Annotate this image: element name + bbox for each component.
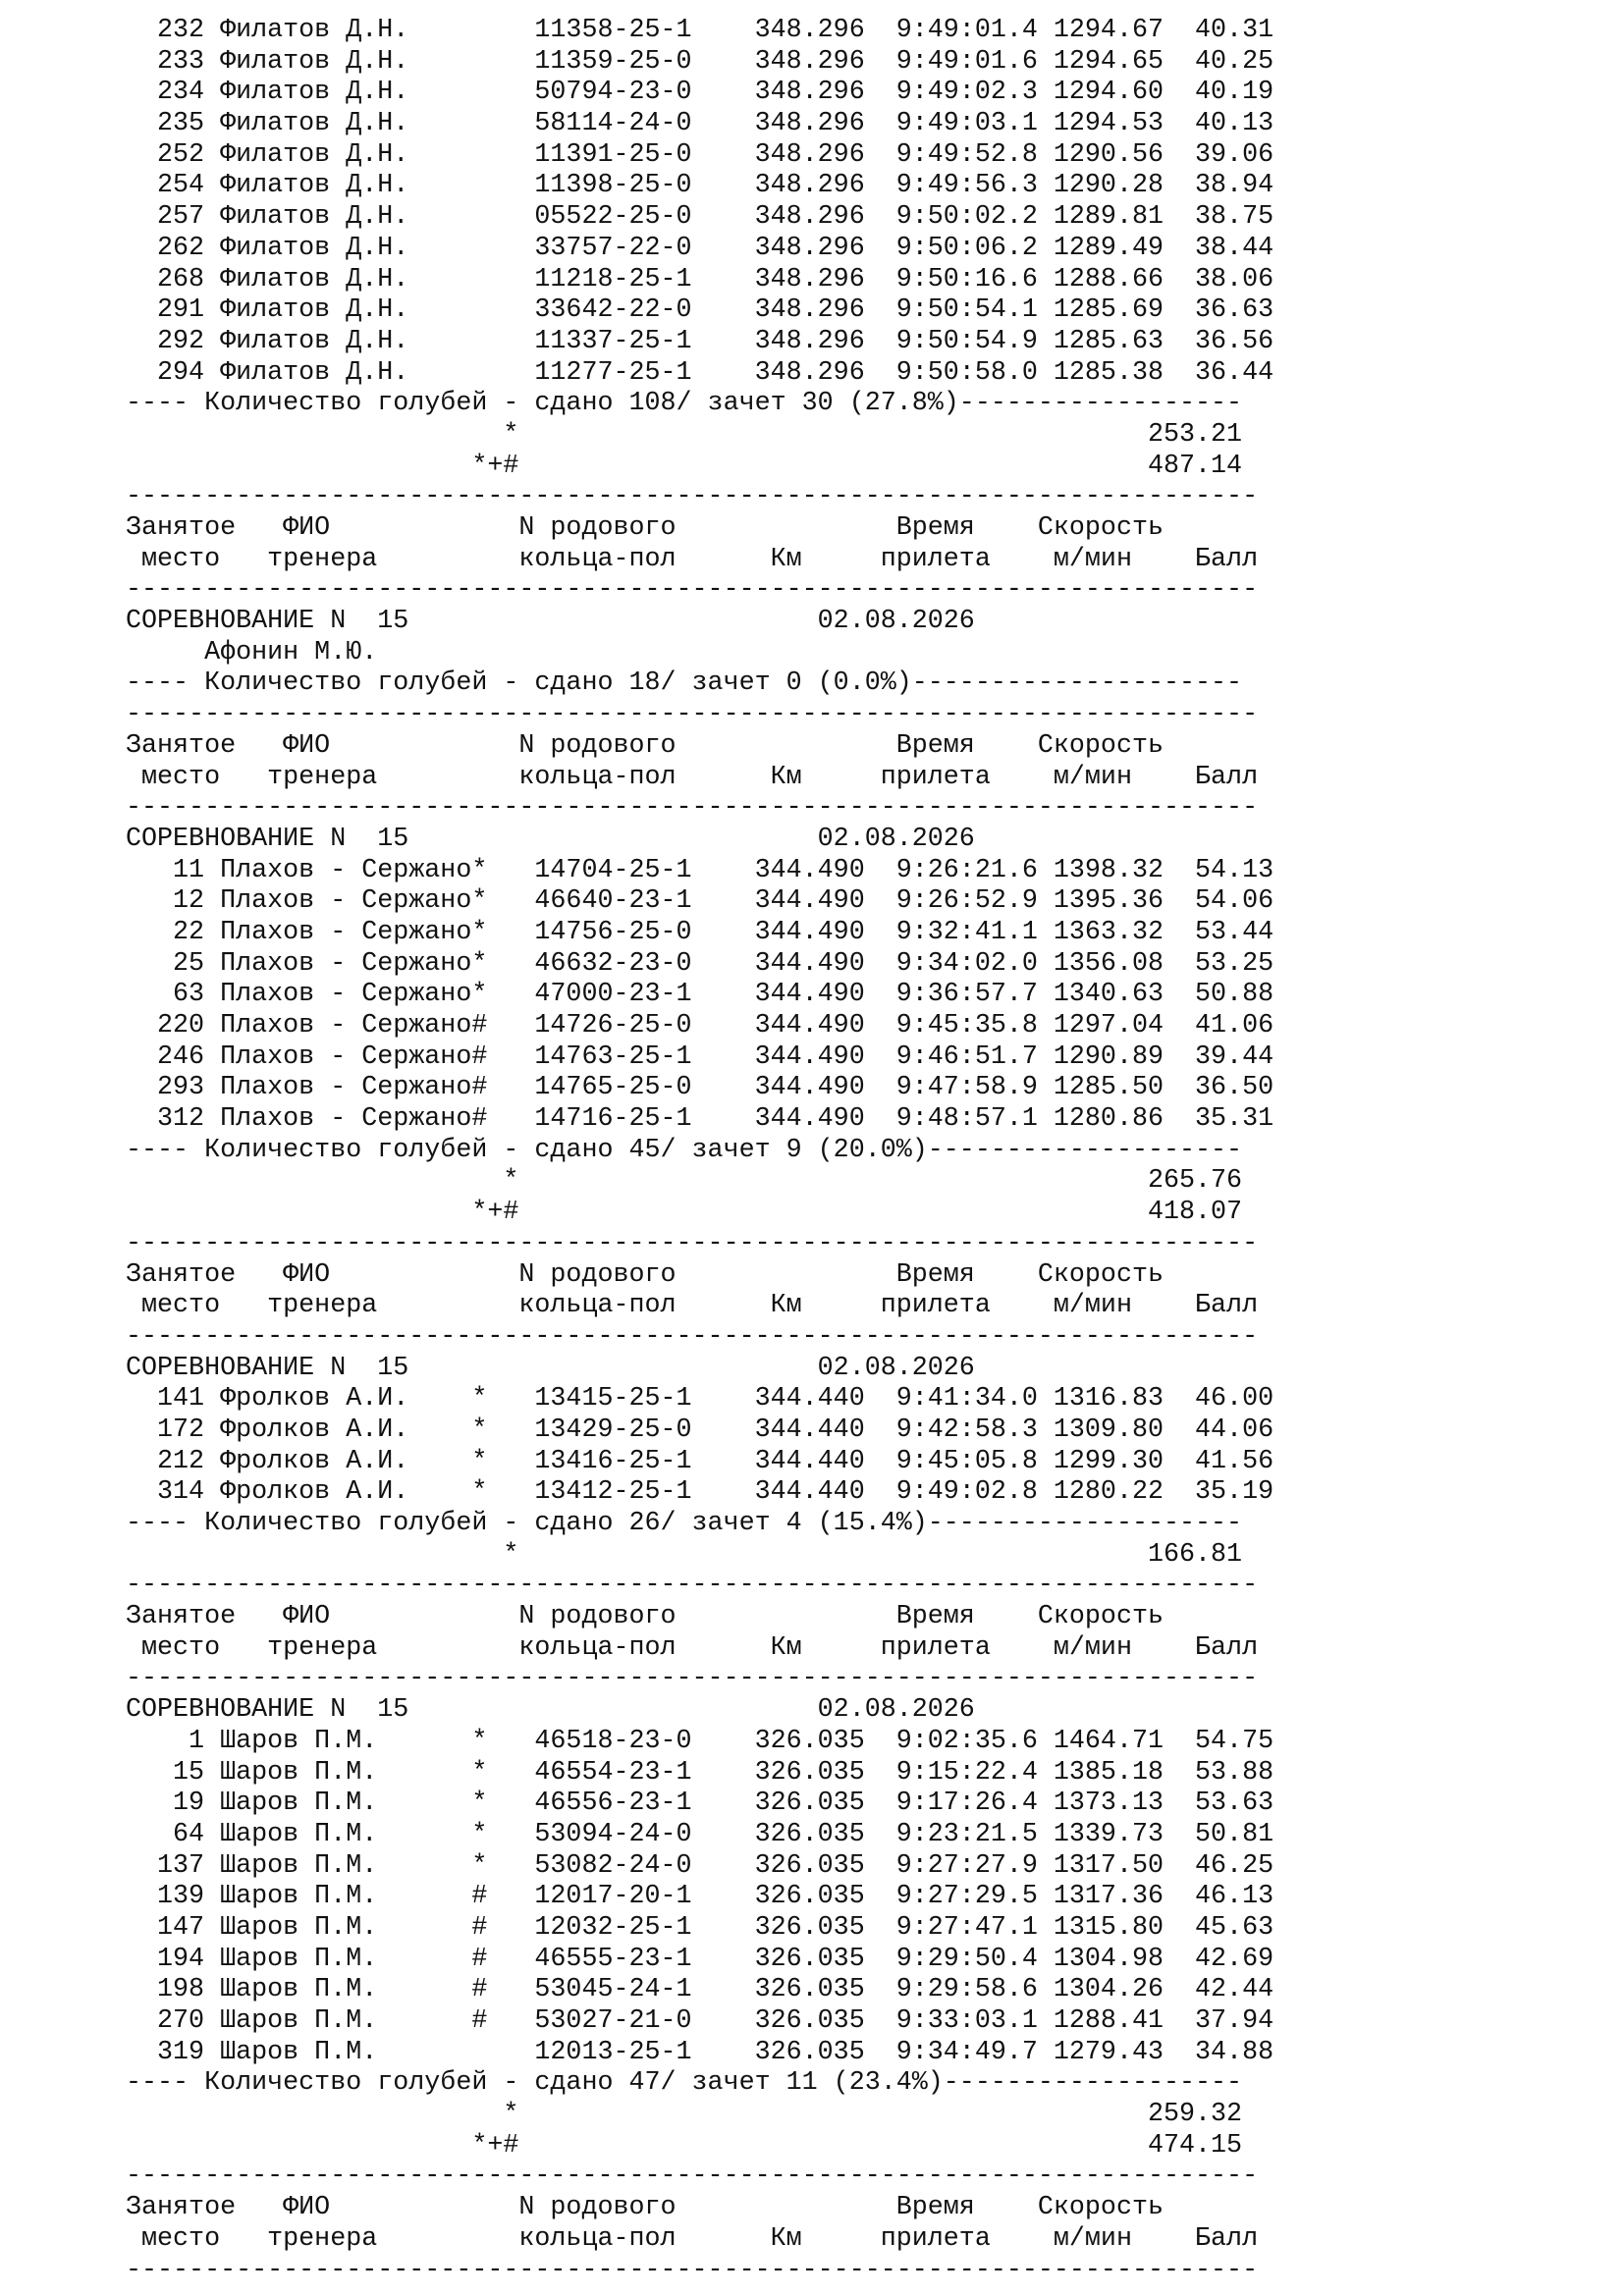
summary-line: ---- Количество голубей - сдано 108/ зачет 30 (27.8%)------------------ — [126, 389, 1243, 419]
total-line: * 253.21 — [126, 419, 1243, 450]
separator-line: ------------------------------------------------------------------------ — [126, 2255, 1259, 2285]
column-header-line: Занятое ФИО N родового Время Скорость — [126, 2193, 1164, 2223]
column-header-line: место тренера кольца-пол Км прилета м/мин Балл — [126, 762, 1259, 792]
result-row: 291 Филатов Д.Н. 33642-22-0 348.296 9:50:54.1 1285.69 36.63 — [126, 295, 1274, 326]
column-header-line: место тренера кольца-пол Км прилета м/мин Балл — [126, 1291, 1259, 1321]
summary-line: ---- Количество голубей - сдано 26/ зачет 4 (15.4%)-------------------- — [126, 1509, 1243, 1538]
separator-line: ------------------------------------------------------------------------ — [126, 575, 1259, 606]
summary-line: ---- Количество голубей - сдано 45/ зачет 9 (20.0%)-------------------- — [126, 1135, 1243, 1165]
total-line: *+# 418.07 — [126, 1198, 1243, 1228]
result-row: 1 Шаров П.М. * 46518-23-0 326.035 9:02:35.6 1464.71 54.75 — [126, 1726, 1274, 1756]
result-row: 22 Плахов - Сержано* 14756-25-0 344.490 9:32:41.1 1363.32 53.44 — [126, 917, 1274, 947]
total-line: *+# 487.14 — [126, 451, 1243, 481]
result-row: 198 Шаров П.М. # 53045-24-1 326.035 9:29:58.6 1304.26 42.44 — [126, 1975, 1274, 2005]
separator-line: ------------------------------------------------------------------------ — [126, 793, 1259, 824]
competition-heading: СОРЕВНОВАНИЕ N 15 02.08.2026 — [126, 824, 975, 854]
competition-heading: СОРЕВНОВАНИЕ N 15 02.08.2026 — [126, 1353, 975, 1383]
result-row: 235 Филатов Д.Н. 58114-24-0 348.296 9:49:03.1 1294.53 40.13 — [126, 109, 1274, 139]
separator-line: ------------------------------------------------------------------------ — [126, 482, 1259, 512]
result-row: 194 Шаров П.М. # 46555-23-1 326.035 9:29:50.4 1304.98 42.69 — [126, 1944, 1274, 1974]
result-row: 257 Филатов Д.Н. 05522-25-0 348.296 9:50:02.2 1289.81 38.75 — [126, 202, 1274, 233]
column-header-line: место тренера кольца-пол Км прилета м/мин Балл — [126, 1632, 1259, 1663]
results-printout — [126, 16, 1273, 2286]
result-row: 232 Филатов Д.Н. 11358-25-1 348.296 9:49:01.4 1294.67 40.31 — [126, 16, 1274, 45]
result-row: 252 Филатов Д.Н. 11391-25-0 348.296 9:49:52.8 1290.56 39.06 — [126, 139, 1274, 170]
result-row: 220 Плахов - Сержано# 14726-25-0 344.490 9:45:35.8 1297.04 41.06 — [126, 1011, 1274, 1041]
participant-line: Афонин М.Ю. — [126, 637, 378, 667]
result-row: 15 Шаров П.М. * 46554-23-1 326.035 9:15:22.4 1385.18 53.88 — [126, 1757, 1274, 1788]
separator-line: ------------------------------------------------------------------------ — [126, 700, 1259, 730]
separator-line: ------------------------------------------------------------------------ — [126, 2162, 1259, 2192]
separator-line: ------------------------------------------------------------------------ — [126, 1571, 1259, 1601]
result-row: 312 Плахов - Сержано# 14716-25-1 344.490 9:48:57.1 1280.86 35.31 — [126, 1104, 1274, 1135]
column-header-line: место тренера кольца-пол Км прилета м/мин Балл — [126, 2223, 1259, 2254]
total-line: * 265.76 — [126, 1166, 1243, 1197]
result-row: 268 Филатов Д.Н. 11218-25-1 348.296 9:50:16.6 1288.66 38.06 — [126, 264, 1274, 294]
column-header-line: Занятое ФИО N родового Время Скорость — [126, 1602, 1164, 1632]
separator-line: ------------------------------------------------------------------------ — [126, 1228, 1259, 1258]
result-row: 19 Шаров П.М. * 46556-23-1 326.035 9:17:26.4 1373.13 53.63 — [126, 1789, 1274, 1819]
summary-line: ---- Количество голубей - сдано 18/ зачет 0 (0.0%)--------------------- — [126, 668, 1243, 699]
result-row: 292 Филатов Д.Н. 11337-25-1 348.296 9:50:54.9 1285.63 36.56 — [126, 326, 1274, 356]
result-row: 63 Плахов - Сержано* 47000-23-1 344.490 9:36:57.7 1340.63 50.88 — [126, 980, 1274, 1010]
separator-line: ------------------------------------------------------------------------ — [126, 1321, 1259, 1352]
result-row: 64 Шаров П.М. * 53094-24-0 326.035 9:23:21.5 1339.73 50.81 — [126, 1819, 1274, 1849]
result-row: 11 Плахов - Сержано* 14704-25-1 344.490 9:26:21.6 1398.32 54.13 — [126, 855, 1274, 885]
result-row: 233 Филатов Д.Н. 11359-25-0 348.296 9:49:01.6 1294.65 40.25 — [126, 46, 1274, 77]
result-row: 293 Плахов - Сержано# 14765-25-0 344.490 9:47:58.9 1285.50 36.50 — [126, 1073, 1274, 1103]
total-line: * 166.81 — [126, 1539, 1243, 1570]
column-header-line: Занятое ФИО N родового Время Скорость — [126, 513, 1164, 543]
column-header-line: Занятое ФИО N родового Время Скорость — [126, 1259, 1164, 1290]
result-row: 172 Фролков А.И. * 13429-25-0 344.440 9:42:58.3 1309.80 44.06 — [126, 1415, 1274, 1445]
result-row: 139 Шаров П.М. # 12017-20-1 326.035 9:27:29.5 1317.36 46.13 — [126, 1882, 1274, 1912]
result-row: 319 Шаров П.М. 12013-25-1 326.035 9:34:49.7 1279.43 34.88 — [126, 2037, 1274, 2067]
result-row: 234 Филатов Д.Н. 50794-23-0 348.296 9:49:02.3 1294.60 40.19 — [126, 78, 1274, 108]
total-line: * 259.32 — [126, 2100, 1243, 2130]
result-row: 314 Фролков А.И. * 13412-25-1 344.440 9:49:02.8 1280.22 35.19 — [126, 1477, 1274, 1508]
result-row: 246 Плахов - Сержано# 14763-25-1 344.490 9:46:51.7 1290.89 39.44 — [126, 1041, 1274, 1072]
result-row: 141 Фролков А.И. * 13415-25-1 344.440 9:41:34.0 1316.83 46.00 — [126, 1384, 1274, 1415]
result-row: 137 Шаров П.М. * 53082-24-0 326.035 9:27:27.9 1317.50 46.25 — [126, 1850, 1274, 1881]
column-header-line: место тренера кольца-пол Км прилета м/мин Балл — [126, 544, 1259, 574]
summary-line: ---- Количество голубей - сдано 47/ зачет 11 (23.4%)------------------- — [126, 2068, 1243, 2099]
result-row: 262 Филатов Д.Н. 33757-22-0 348.296 9:50:06.2 1289.49 38.44 — [126, 233, 1274, 263]
result-row: 212 Фролков А.И. * 13416-25-1 344.440 9:45:05.8 1299.30 41.56 — [126, 1446, 1274, 1476]
result-row: 294 Филатов Д.Н. 11277-25-1 348.296 9:50:58.0 1285.38 36.44 — [126, 357, 1274, 388]
total-line: *+# 474.15 — [126, 2130, 1243, 2161]
column-header-line: Занятое ФИО N родового Время Скорость — [126, 730, 1164, 761]
competition-heading: СОРЕВНОВАНИЕ N 15 02.08.2026 — [126, 1695, 975, 1726]
result-row: 147 Шаров П.М. # 12032-25-1 326.035 9:27:47.1 1315.80 45.63 — [126, 1912, 1274, 1943]
result-row: 270 Шаров П.М. # 53027-21-0 326.035 9:33:03.1 1288.41 37.94 — [126, 2006, 1274, 2036]
separator-line: ------------------------------------------------------------------------ — [126, 1664, 1259, 1694]
competition-heading: СОРЕВНОВАНИЕ N 15 02.08.2026 — [126, 607, 975, 637]
result-row: 254 Филатов Д.Н. 11398-25-0 348.296 9:49:56.3 1290.28 38.94 — [126, 171, 1274, 201]
result-row: 25 Плахов - Сержано* 46632-23-0 344.490 9:34:02.0 1356.08 53.25 — [126, 948, 1274, 979]
result-row: 12 Плахов - Сержано* 46640-23-1 344.490 9:26:52.9 1395.36 54.06 — [126, 886, 1274, 917]
